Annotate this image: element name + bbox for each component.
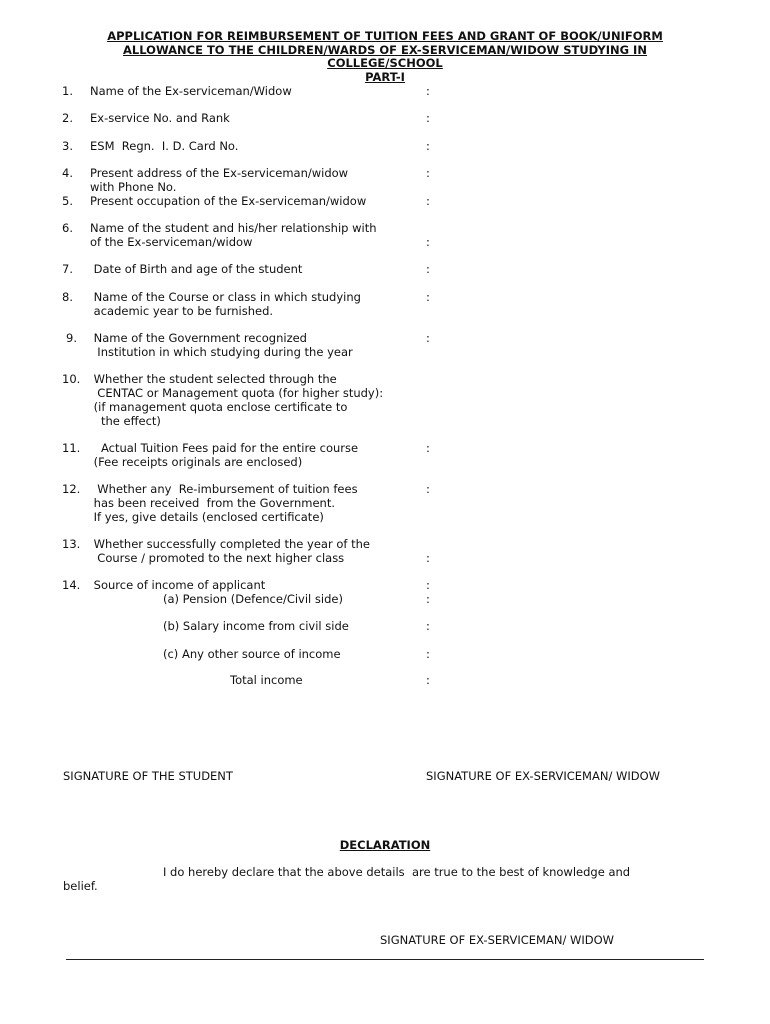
item-number: 10. xyxy=(62,372,81,386)
item-label-cont: CENTAC or Management quota (for higher study): xyxy=(90,386,384,400)
item-label: Date of Birth and age of the student xyxy=(90,262,303,276)
item-label-cont: If yes, give details (enclosed certificate) xyxy=(90,510,324,524)
item-number: 3. xyxy=(62,139,73,153)
form-title xyxy=(60,30,710,84)
item-number: 14. xyxy=(62,578,81,592)
item-label: Name of the Course or class in which studying xyxy=(90,290,361,304)
item-number: 7. xyxy=(62,262,73,276)
item-label-cont: the effect) xyxy=(90,414,161,428)
item-label: Name of the Ex-serviceman/Widow xyxy=(90,84,292,98)
item-number: 1. xyxy=(62,84,73,98)
item-colon: : xyxy=(426,235,430,249)
item-number: 13. xyxy=(62,537,81,551)
item-number: 2. xyxy=(62,111,73,125)
item-label-cont: academic year to be furnished. xyxy=(90,304,274,318)
esm-signature: SIGNATURE OF EX-SERVICEMAN/ WIDOW xyxy=(426,769,661,783)
item-colon: : xyxy=(426,482,430,496)
declaration-title: DECLARATION xyxy=(339,838,431,852)
item-label: Ex-service No. and Rank xyxy=(90,111,230,125)
item-colon: : xyxy=(426,194,430,208)
item-label-cont: (if management quota enclose certificate to xyxy=(90,400,348,414)
item-label-cont: with Phone No. xyxy=(90,180,177,194)
item-label: Present occupation of the Ex-serviceman/widow xyxy=(90,194,367,208)
declaration-text: I do hereby declare that the above details are true to the best of knowledge and xyxy=(163,865,631,879)
income-label: (b) Salary income from civil side xyxy=(163,619,349,633)
bottom-divider xyxy=(66,959,704,960)
student-signature: SIGNATURE OF THE STUDENT xyxy=(63,769,233,783)
income-label: (c) Any other source of income xyxy=(163,647,341,661)
item-colon: : xyxy=(426,111,430,125)
item-label: Name of the Government recognized xyxy=(90,331,307,345)
item-number: 6. xyxy=(62,221,73,235)
part-label: PART-I xyxy=(365,69,405,84)
income-colon: : xyxy=(426,673,430,687)
item-label: Present address of the Ex-serviceman/widow xyxy=(90,166,349,180)
item-label: Source of income of applicant xyxy=(90,578,266,592)
income-colon: : xyxy=(426,619,430,633)
item-number: 12. xyxy=(62,482,81,496)
income-label: (a) Pension (Defence/Civil side) xyxy=(163,592,343,606)
item-colon: : xyxy=(426,139,430,153)
income-colon: : xyxy=(426,647,430,661)
item-colon: : xyxy=(426,441,430,455)
item-colon: : xyxy=(426,551,430,565)
item-number: 11. xyxy=(62,441,81,455)
item-number: 5. xyxy=(62,194,73,208)
item-label: ESM Regn. I. D. Card No. xyxy=(90,139,239,153)
item-colon: : xyxy=(426,578,430,592)
item-colon: : xyxy=(426,262,430,276)
item-label: Whether successfully completed the year of the xyxy=(90,537,370,551)
declaration-text-cont: belief. xyxy=(63,879,98,893)
item-number: 8. xyxy=(62,290,73,304)
title-line-3: COLLEGE/SCHOOL xyxy=(327,56,443,70)
item-colon: : xyxy=(426,166,430,180)
item-label: Whether the student selected through the xyxy=(90,372,337,386)
item-label-cont: has been received from the Government. xyxy=(90,496,335,510)
item-number: 4. xyxy=(62,166,73,180)
item-colon: : xyxy=(426,331,430,345)
title-line-2: ALLOWANCE TO THE CHILDREN/WARDS OF EX-SERVICEMAN/WIDOW STUDYING IN xyxy=(123,42,647,57)
item-label: Name of the student and his/her relationship with xyxy=(90,221,377,235)
item-label-cont: Institution in which studying during the year xyxy=(90,345,353,359)
title-line-1: APPLICATION FOR REIMBURSEMENT OF TUITION FEES AND GRANT OF BOOK/UNIFORM xyxy=(107,29,663,43)
income-colon: : xyxy=(426,592,430,606)
item-label: Whether any Re-imbursement of tuition fees xyxy=(90,482,358,496)
item-label-cont: Course / promoted to the next higher class xyxy=(90,551,345,565)
item-number: 9. xyxy=(66,331,77,345)
income-label: Total income xyxy=(230,673,303,687)
item-colon: : xyxy=(426,290,430,304)
item-colon: : xyxy=(426,84,430,98)
declaration-signature: SIGNATURE OF EX-SERVICEMAN/ WIDOW xyxy=(380,933,615,947)
item-label: Actual Tuition Fees paid for the entire course xyxy=(90,441,359,455)
item-label-cont: of the Ex-serviceman/widow xyxy=(90,235,253,249)
item-label-cont: (Fee receipts originals are enclosed) xyxy=(90,455,303,469)
